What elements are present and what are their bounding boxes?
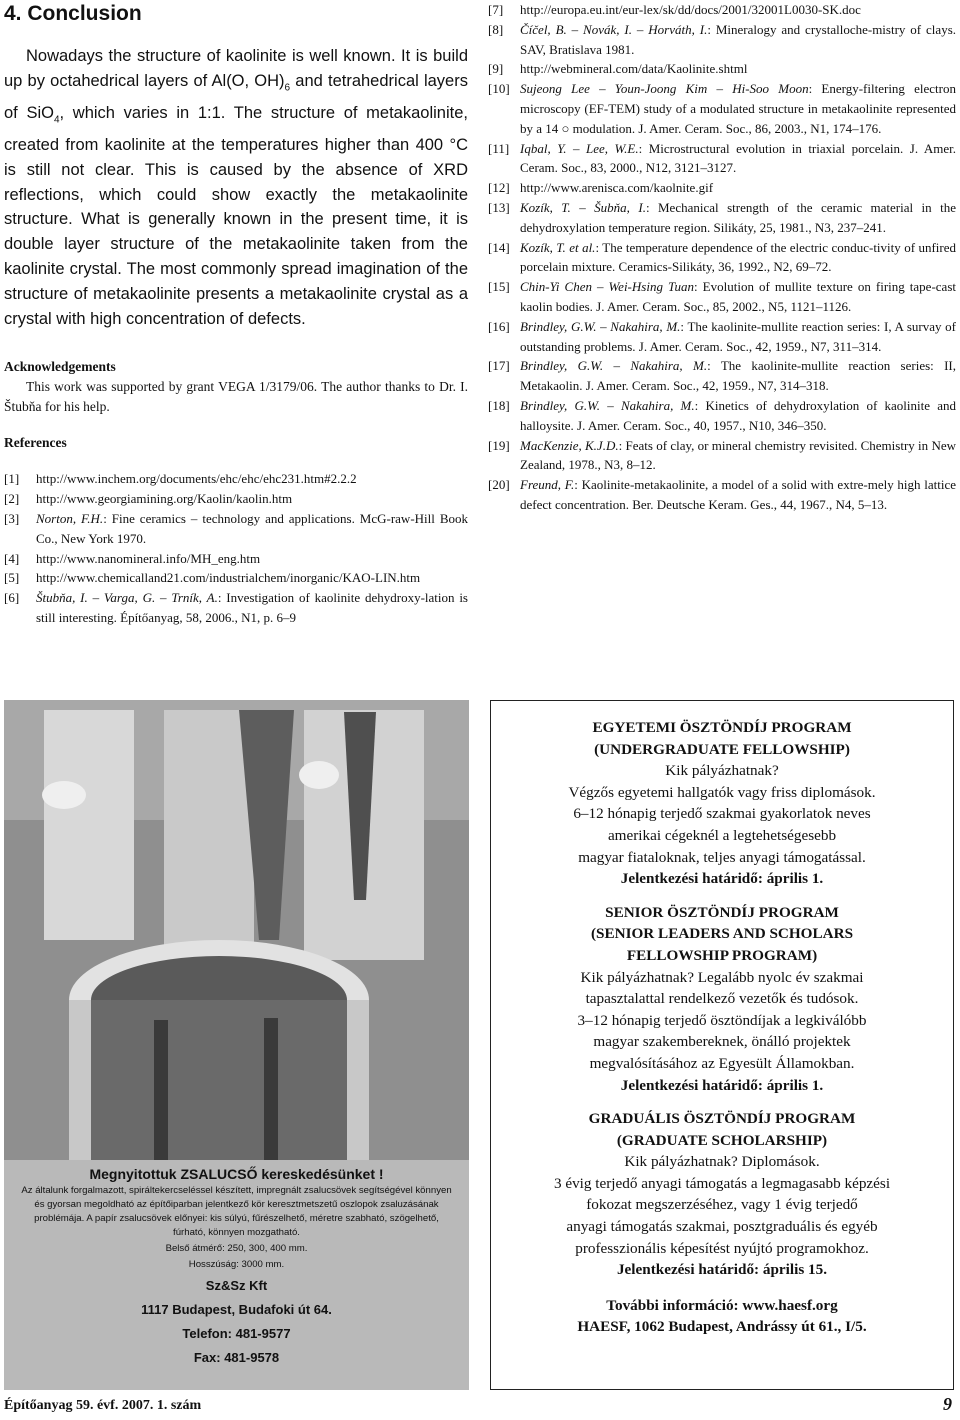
right-column xyxy=(488,0,956,515)
undergrad-line: Kik pályázhatnak? xyxy=(665,762,779,780)
conclusion-text-2: and tetrahedrical layers of SiO xyxy=(4,71,468,122)
ad-diameter: Belső átmérő: 250, 300, 400 mm. xyxy=(165,1243,308,1254)
reference-body: http://www.georgiamining.org/Kaolin/kaolin.htm xyxy=(36,491,293,507)
reference-authors: Číčel, B. – Novák, I. – Horváth, I. xyxy=(520,21,708,37)
undergrad-line: Végzős egyetemi hallgatók vagy friss diplomások. xyxy=(568,783,876,801)
reference-authors: Kozík, T. – Šubňa, I. xyxy=(520,199,646,215)
reference-authors: Sujeong Lee – Youn-Joong Kim – Hi-Soo Moon xyxy=(520,81,809,97)
reference-item xyxy=(488,277,956,317)
reference-text xyxy=(520,178,956,198)
reference-text xyxy=(520,475,956,515)
graduate-line: Kik pályázhatnak? Diplomások. xyxy=(624,1153,820,1171)
reference-text xyxy=(36,509,468,549)
ad-title: Megnyitottuk ZSALUCSŐ kereskedésünket ! xyxy=(89,1166,384,1182)
conclusion-text-3: , which varies in 1:1. The structure of metakaolinite, created from kaolinite at the temperatures higher than 400 °C is still not clear. This is caused by the absence of XRD reflections, which could show exactly the metakaolinite structure. What is generally known in the present time, it is double layer structure of the metakaolinite taken from the kaolinite crystal. The most commonly spread imagination of the structure of metakaolinite presents a metakaolinite crystal as a crystal with high concentration of defects. xyxy=(4,103,468,328)
graduate-deadline: Jelentkezési határidő: április 15. xyxy=(616,1261,828,1279)
reference-item xyxy=(4,549,468,569)
reference-text xyxy=(36,469,468,489)
reference-item xyxy=(4,469,468,489)
graduate-line: anyagi támogatás szakmai, posztgraduális és egyéb xyxy=(566,1218,878,1236)
reference-text xyxy=(520,198,956,238)
reference-body: : Fine ceramics – technology and applications. McG-raw-Hill Book Co., New York 1970. xyxy=(36,510,468,546)
reference-number: [3] xyxy=(4,510,20,526)
reference-text xyxy=(36,549,468,569)
reference-item xyxy=(488,178,956,198)
undergrad-line: magyar fiataloknak, teljes anyagi támogatással. xyxy=(578,848,866,866)
reference-text xyxy=(520,277,956,317)
fellowship-announcement xyxy=(490,700,954,1390)
senior-line: 3–12 hónapig terjedő ösztöndíjak a legkiválóbb xyxy=(577,1011,867,1029)
ad-length: Hosszúság: 3000 mm. xyxy=(188,1259,285,1270)
senior-line: megvalósításához az Egyesült Államokban. xyxy=(589,1054,855,1072)
reference-item xyxy=(4,509,468,549)
reference-text xyxy=(520,79,956,138)
reference-item xyxy=(4,568,468,588)
reference-body: : Energy-filtering electron microscopy (EF-TEM) study of a modulated structure in metakaolinite represented by a 14 ○ modulation. J. Amer. Ceram. Soc., 86, 2003., N1, 174–176. xyxy=(520,81,956,136)
reference-authors: Štubňa, I. – Varga, G. – Trník, A. xyxy=(36,590,218,606)
reference-text xyxy=(520,139,956,179)
reference-text xyxy=(520,396,956,436)
reference-item xyxy=(488,20,956,60)
subscript-4: 4 xyxy=(53,114,60,126)
senior-title-1: SENIOR ÖSZTÖNDÍJ PROGRAM xyxy=(605,903,839,921)
reference-number: [1] xyxy=(4,471,20,487)
reference-item xyxy=(488,475,956,515)
reference-number: [20] xyxy=(488,477,510,493)
reference-authors: Brindley, G.W. – Nakahira, M. xyxy=(520,318,681,334)
senior-title-2: (SENIOR LEADERS AND SCHOLARS xyxy=(590,925,854,943)
reference-number: [2] xyxy=(4,491,20,507)
reference-authors: Norton, F.H. xyxy=(36,510,104,526)
ad-address: 1117 Budapest, Budafoki út 64. xyxy=(141,1302,332,1317)
reference-text xyxy=(520,20,956,60)
reference-body: : Microstructural evolution in triaxial porcelain. J. Amer. Ceram. Soc., 83, 2000., N12, 3121–3127. xyxy=(520,140,956,176)
reference-body: : Kaolinite-metakaolinite, a model of a solid with extre-mely high lattice defect concentration. Ber. Deutsche Keram. Ges., 44, 1967., N4, 5–13. xyxy=(520,477,957,512)
reference-body: http://webmineral.com/data/Kaolinite.shtml xyxy=(520,61,748,77)
page-number: 9 xyxy=(943,1394,952,1414)
reference-text xyxy=(36,489,468,509)
reference-body: http://europa.eu.int/eur-lex/sk/dd/docs/2001/32001L0030-SK.doc xyxy=(520,2,861,17)
reference-body: : Feats of clay, or mineral chemistry revisited. Chemistry in New Zealand, 1978., N3, 8–12. xyxy=(520,437,956,473)
acknowledgements-heading: Acknowledgements xyxy=(4,359,116,375)
reference-text xyxy=(520,0,956,20)
reference-text xyxy=(520,317,956,357)
graduate-line: 3 évig terjedő anyagi támogatás a legmagasabb képzési xyxy=(553,1174,891,1192)
reference-authors: Brindley, G.W. – Nakahira, M. xyxy=(520,358,708,374)
reference-body: http://www.nanomineral.info/MH_eng.htm xyxy=(36,550,261,566)
ad-fax: Fax: 481-9578 xyxy=(193,1350,280,1365)
graduate-title-2: (GRADUATE SCHOLARSHIP) xyxy=(616,1131,828,1149)
references-list-left xyxy=(4,469,468,627)
reference-item xyxy=(488,238,956,278)
reference-authors: Kozík, T. et al. xyxy=(520,239,596,255)
reference-body: : The temperature dependence of the electric conduc-tivity of unfired porcelain mixture. Ceramics-Silikáty, 36, 1992., N2, 69–72. xyxy=(520,239,957,275)
ad-body: Az általunk forgalmazott, spiráltekercseléssel készített, impregnált zsalucsövek segítségével könnyen és gyorsan megoldható az építőiparban jelentkező kör keresztmetszetű oszlopok zsaluzásának problémája. A papír zsalucsövek előnyei: kis súlyú, fűrészelhető, méretre szabható, szögelhető, fúrható, könnyen mozgatható. xyxy=(21,1185,452,1238)
reference-text xyxy=(520,238,956,278)
reference-item xyxy=(4,588,468,628)
senior-deadline: Jelentkezési határidő: április 1. xyxy=(620,1076,824,1094)
advertisement-zsalucso xyxy=(4,700,469,1390)
reference-item xyxy=(488,0,956,20)
reference-body: : The kaolinite-mullite reaction series: I, A survay of outstanding problems. J. Amer. Ceram. Soc., 42, 1959., N7, 311–314. xyxy=(520,318,957,354)
senior-title-3: FELLOWSHIP PROGRAM) xyxy=(626,946,818,964)
reference-authors: Iqbal, Y. – Lee, W.E. xyxy=(520,140,639,156)
reference-body: : Mineralogy and crystalloche-mistry of clays. SAV, Bratislava 1981. xyxy=(520,21,956,57)
reference-number: [19] xyxy=(488,437,510,453)
reference-authors: Brindley, G.W. – Nakahira, M. xyxy=(520,397,695,413)
senior-line: Kik pályázhatnak? Legalább nyolc év szakmai xyxy=(580,968,864,986)
journal-footer: Építőanyag 59. évf. 2007. 1. szám xyxy=(4,1398,202,1413)
reference-body: : Investigation of kaolinite dehydroxy-lation is still interesting. Építőanyag, 58, 2006., N1, p. 6–9 xyxy=(36,590,468,625)
reference-number: [6] xyxy=(4,590,20,606)
graduate-title-1: GRADUÁLIS ÖSZTÖNDÍJ PROGRAM xyxy=(588,1110,856,1128)
senior-line: tapasztalattal rendelkező vezetők és tudósok. xyxy=(585,990,859,1008)
reference-number: [8] xyxy=(488,21,504,37)
reference-text xyxy=(36,568,468,588)
reference-body: : The kaolinite-mullite reaction series: II, Metakaolin. J. Amer. Ceram. Soc., 42, 1959., N7, 314–318. xyxy=(520,358,957,394)
senior-line: magyar szakembereknek, önálló projektek xyxy=(593,1033,851,1051)
reference-authors: Chin-Yi Chen – Wei-Hsing Tuan xyxy=(520,279,695,295)
reference-number: [5] xyxy=(4,570,20,586)
reference-item xyxy=(4,489,468,509)
reference-authors: Freund, F. xyxy=(520,477,575,493)
reference-number: [11] xyxy=(488,140,510,156)
reference-authors: MacKenzie, K.J.D. xyxy=(520,437,619,453)
reference-body: : Kinetics of dehydroxylation of kaolinite and halloysite. J. Amer. Ceram. Soc., 40, 1957., N10, 346–350. xyxy=(520,397,956,433)
ad-firm: Sz&Sz Kft xyxy=(205,1278,268,1293)
reference-number: [9] xyxy=(488,61,504,77)
reference-item xyxy=(488,79,956,138)
undergrad-deadline: Jelentkezési határidő: április 1. xyxy=(620,870,824,888)
reference-item xyxy=(488,396,956,436)
undergrad-title-1: EGYETEMI ÖSZTÖNDÍJ PROGRAM xyxy=(592,719,852,736)
undergrad-line: amerikai cégeknél a legtehetségesebb xyxy=(607,826,837,844)
reference-text xyxy=(520,436,956,476)
undergrad-title-2: (UNDERGRADUATE FELLOWSHIP) xyxy=(594,740,850,758)
reference-item xyxy=(488,317,956,357)
info-line: További információ: www.haesf.org xyxy=(606,1296,838,1314)
reference-item xyxy=(488,198,956,238)
formwork-tube-photo xyxy=(4,700,469,1160)
reference-item xyxy=(488,59,956,79)
references-list-right xyxy=(488,0,956,515)
reference-number: [18] xyxy=(488,397,510,413)
reference-number: [17] xyxy=(488,358,510,374)
references-heading: References xyxy=(4,435,67,451)
reference-body: : Mechanical strength of the ceramic material in the dehydroxylation temperature region. Silikáty, 25, 1981., N3, 237–241. xyxy=(520,199,956,235)
reference-body: http://www.chemicalland21.com/industrialchem/inorganic/KAO-LIN.htm xyxy=(36,570,421,586)
reference-item xyxy=(488,139,956,179)
reference-number: [7] xyxy=(488,2,504,17)
reference-body: http://www.arenisca.com/kaolnite.gif xyxy=(520,180,714,196)
reference-number: [13] xyxy=(488,199,510,215)
graduate-line: professzionális képesítést nyújtó programokhoz. xyxy=(575,1239,869,1257)
conclusion-text-1: Nowadays the structure of kaolinite is well known. It is build up by octahedrical layers of Al(O, OH) xyxy=(4,47,468,90)
reference-number: [15] xyxy=(488,279,510,295)
reference-number: [12] xyxy=(488,180,510,196)
acknowledgements-text: This work was supported by grant VEGA 1/3179/06. The author thanks to Dr. I. Štubňa for his help. xyxy=(4,379,468,415)
reference-item xyxy=(488,436,956,476)
graduate-line: fokozat megszerzéséhez, vagy 1 évig terjedő xyxy=(586,1196,858,1214)
subscript-6: 6 xyxy=(284,82,291,94)
reference-text xyxy=(520,59,956,79)
advertisement-text-panel xyxy=(4,1160,469,1390)
reference-body: http://www.inchem.org/documents/ehc/ehc/ehc231.htm#2.2.2 xyxy=(36,471,357,487)
ad-phone: Telefon: 481-9577 xyxy=(182,1326,291,1341)
reference-text xyxy=(520,356,956,396)
reference-text xyxy=(36,588,468,628)
left-column xyxy=(4,0,468,628)
reference-body: : Evolution of mullite texture on firing tape-cast kaolin bodies. J. Amer. Ceram. Soc., 85, 2002., N5, 1121–1126. xyxy=(520,279,956,314)
reference-number: [14] xyxy=(488,239,510,255)
reference-number: [16] xyxy=(488,318,510,334)
reference-number: [4] xyxy=(4,550,20,566)
reference-item xyxy=(488,356,956,396)
reference-number: [10] xyxy=(488,81,510,97)
undergrad-line: 6–12 hónapig terjedő szakmai gyakorlatok neves xyxy=(573,805,871,823)
conclusion-paragraph xyxy=(4,44,468,331)
haesf-address: HAESF, 1062 Budapest, Andrássy út 61., I/5. xyxy=(577,1318,867,1336)
section-heading: 4. Conclusion xyxy=(4,2,142,25)
